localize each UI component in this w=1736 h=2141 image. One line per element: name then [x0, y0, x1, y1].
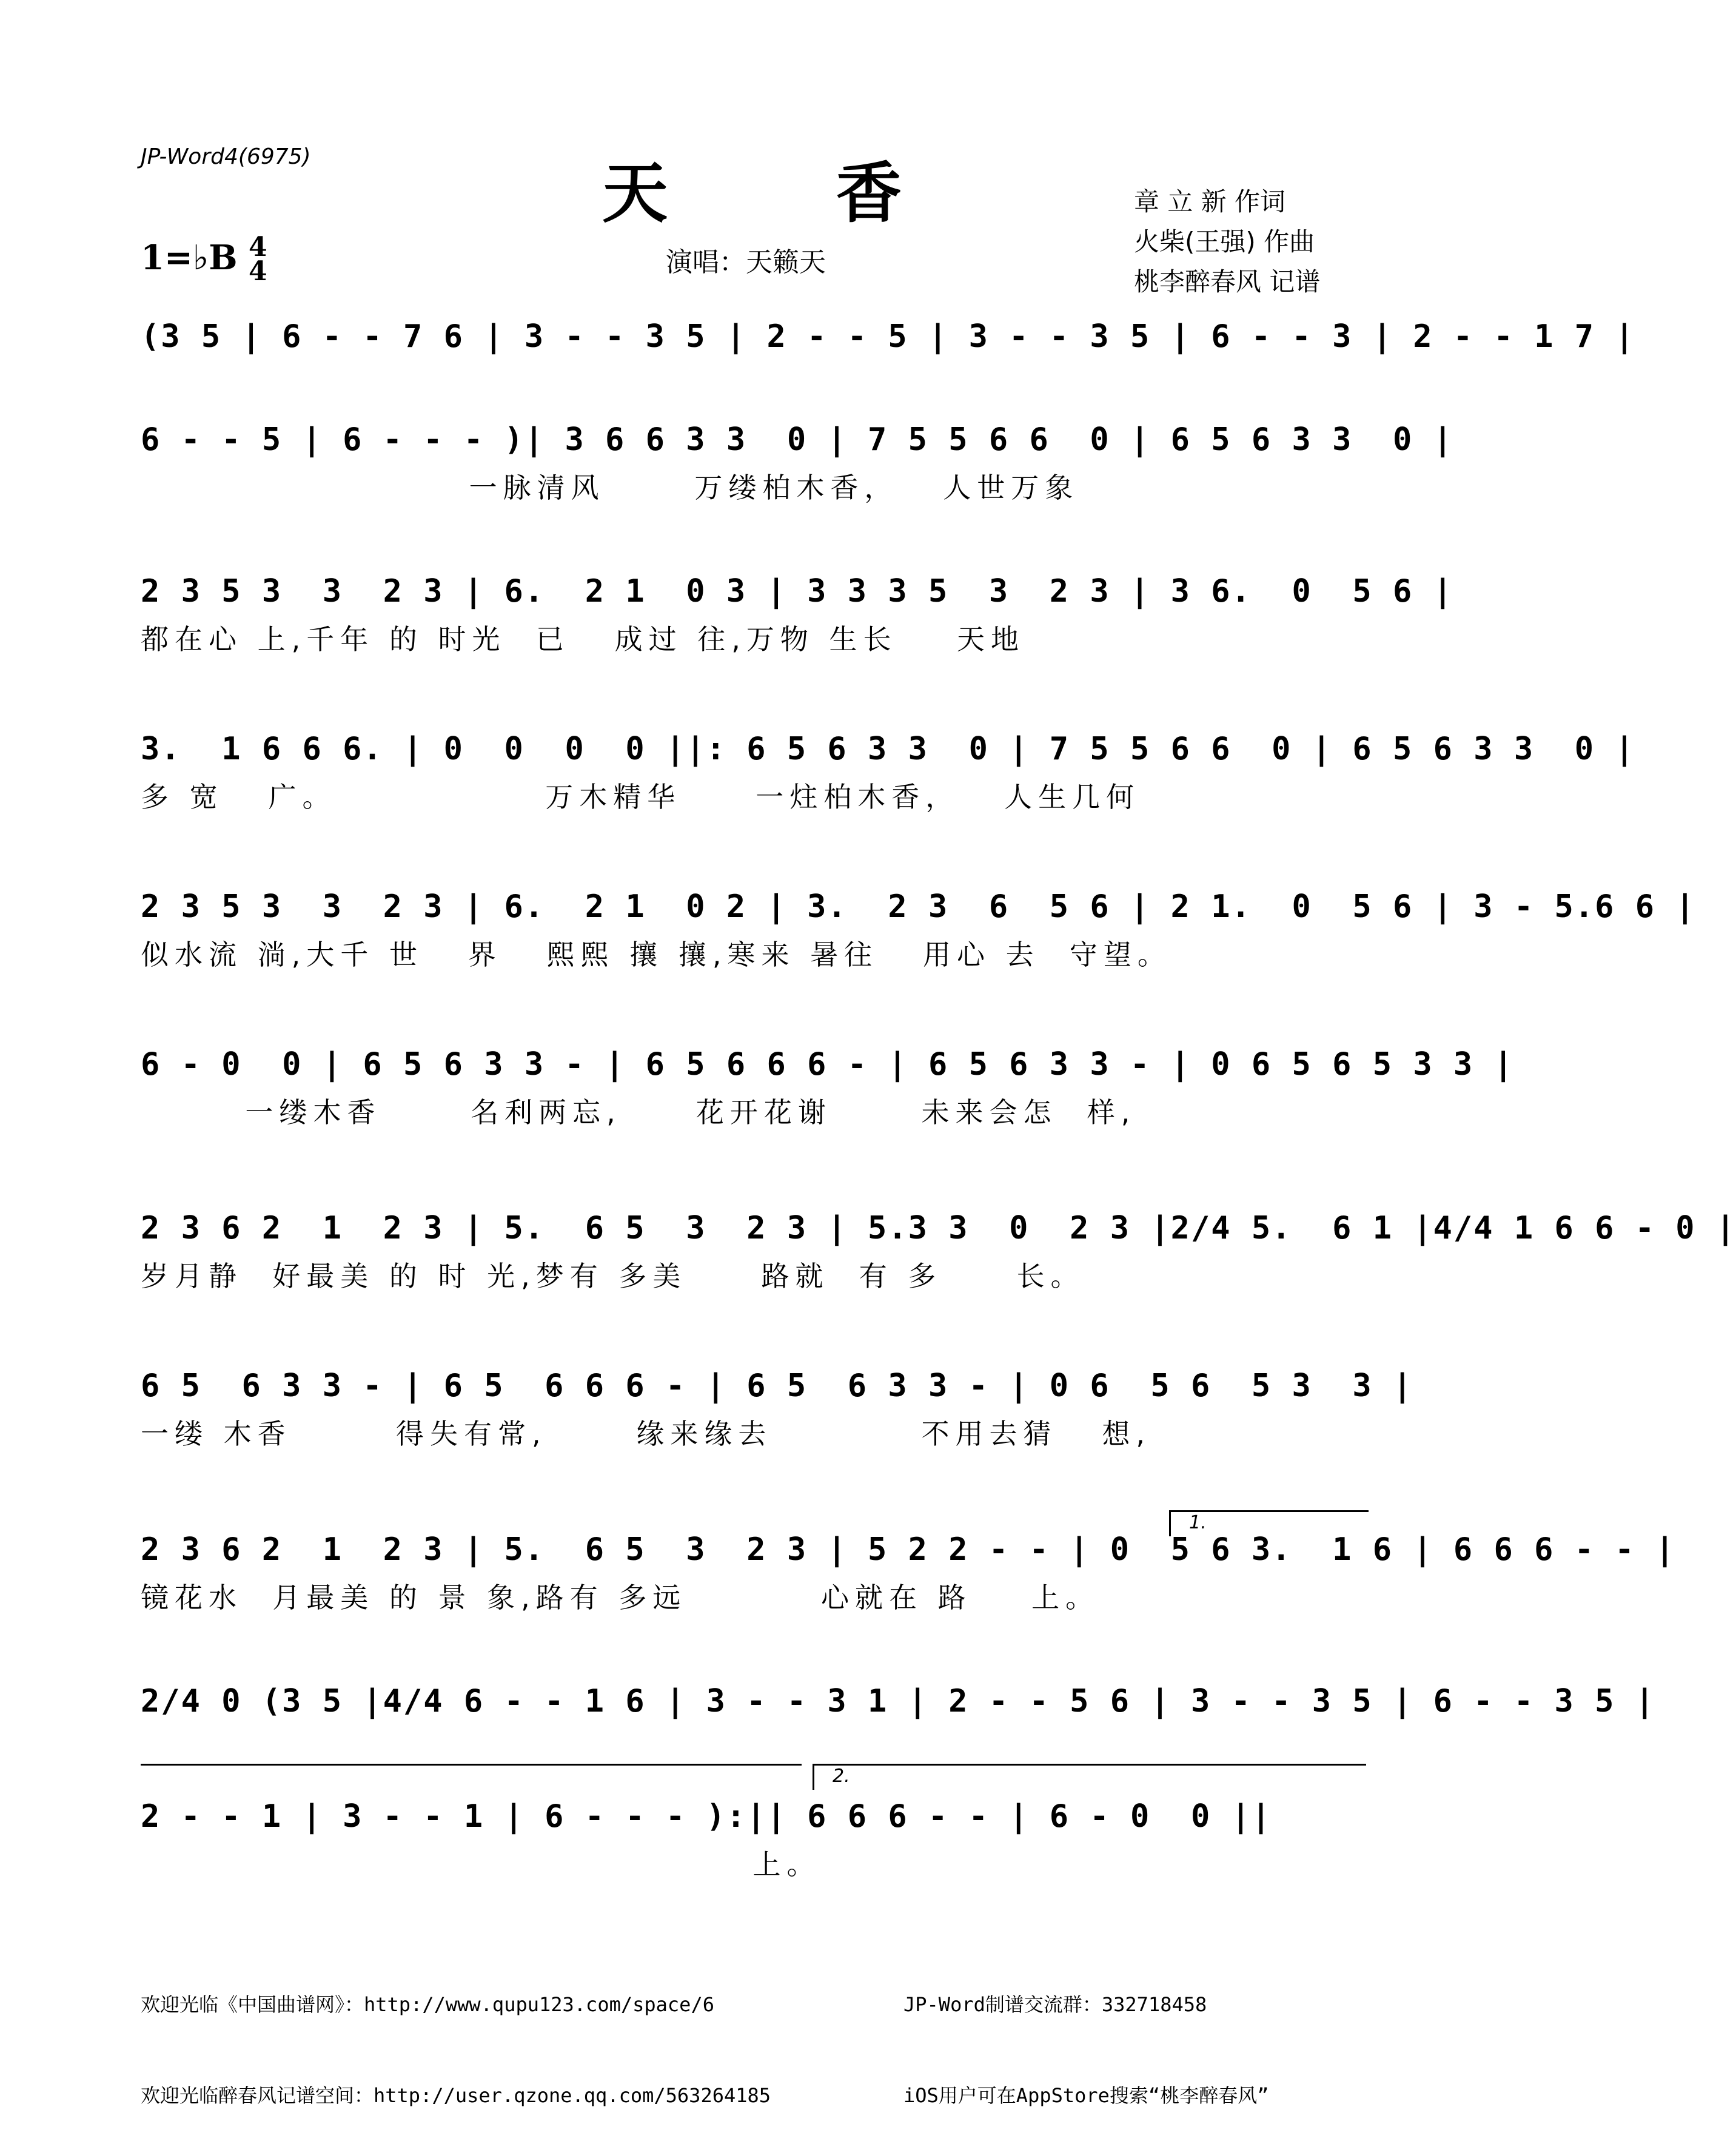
score-line-5	[141, 886, 1696, 973]
score-line-11	[141, 1795, 1366, 1883]
score-line-9	[141, 1528, 1676, 1616]
lyrics: 多 宽 广。 万木精华 一炷柏木香， 人生几何	[141, 781, 1141, 813]
volta-label: 1.	[1189, 1512, 1207, 1533]
notes: 2 3 5 3 3 2 3 | 6. 2 1 0 3 | 3 3 3 5 3 2 3 | 3 6. 0 5 6 |	[141, 573, 1453, 610]
transcriber-credit: 桃李醉春风 记谱	[1134, 267, 1321, 297]
volta-label: 2.	[833, 1766, 850, 1787]
footer-ios: iOS用户可在AppStore搜索“桃李醉春风”	[903, 2084, 1269, 2107]
lyrics: 都在心 上,千年 的 时光 已 成过 往,万物 生长 天地	[141, 623, 1025, 656]
time-signature	[249, 232, 267, 287]
credits	[1134, 182, 1320, 302]
volta-bracket-2	[813, 1764, 1366, 1790]
lyrics	[141, 1731, 1366, 1767]
footer-link-qzone: 欢迎光临醉春风记谱空间：http://user.qzone.qq.com/563264185	[141, 2084, 771, 2107]
score-line-4	[141, 728, 1635, 815]
system-rule	[141, 1764, 802, 1766]
notes: 2 3 6 2 1 2 3 | 5. 6 5 3 2 3 | 5.3 3 0 2 3 |2/4 5. 6 1 |4/4 1 6 6 - 0 |	[141, 1210, 1736, 1246]
notes: 3. 1 6 6 6. | 0 0 0 0 ||: 6 5 6 3 3 0 | 7 5 5 6 6 0 | 6 5 6 3 3 0 |	[141, 731, 1635, 767]
notes: (3 5 | 6 - - 7 6 | 3 - - 3 5 | 2 - - 5 | 3 - - 3 5 | 6 - - 3 | 2 - - 1 7 |	[141, 318, 1635, 355]
lyrics: 似水流 淌,大千 世 界 熙熙 攘 攘,寒来 暑往 用心 去 守望。	[141, 938, 1171, 971]
score-line-10	[141, 1680, 1655, 1767]
notes: 6 - 0 0 | 6 5 6 3 3 - | 6 5 6 6 6 - | 6 5 6 3 3 - | 0 6 5 6 5 3 3 |	[141, 1046, 1514, 1083]
score-line-1	[141, 315, 1635, 403]
composer-credit: 火柴(王强) 作曲	[1134, 227, 1315, 257]
lyrics: 岁月静 好最美 的 时 光,梦有 多美 路就 有 多 长。	[141, 1260, 1085, 1292]
lyrics: 一缕木香 名利两忘, 花开花谢 未来会怎 样,	[141, 1096, 1136, 1129]
key-signature: 1=♭B	[141, 238, 238, 278]
lyrics: 镜花水 月最美 的 景 象,路有 多远 心就在 路 上。	[141, 1581, 1100, 1614]
time-top: 4	[249, 232, 267, 263]
notes: 6 5 6 3 3 - | 6 5 6 6 6 - | 6 5 6 3 3 - | 0 6 5 6 5 3 3 |	[141, 1368, 1413, 1404]
lyrics	[141, 366, 1366, 403]
score-line-6	[141, 1043, 1514, 1131]
score-line-7	[141, 1207, 1736, 1294]
footer-left	[141, 1929, 771, 2141]
software-label: JP-Word4(6975)	[141, 144, 311, 169]
footer-link-qupu: 欢迎光临《中国曲谱网》：http://www.qupu123.com/space/6	[141, 1993, 714, 2016]
notes: 2 3 5 3 3 2 3 | 6. 2 1 0 2 | 3. 2 3 6 5 6 | 2 1. 0 5 6 | 3 - 5.6 6 |	[141, 889, 1696, 925]
score-line-2	[141, 418, 1453, 506]
singer-credit: 演唱：天籁天	[666, 247, 826, 278]
notes: 6 - - 5 | 6 - - - )| 3 6 6 3 3 0 | 7 5 5 6 6 0 | 6 5 6 3 3 0 |	[141, 422, 1453, 458]
notes: 2/4 0 (3 5 |4/4 6 - - 1 6 | 3 - - 3 1 | 2 - - 5 6 | 3 - - 3 5 | 6 - - 3 5 |	[141, 1683, 1655, 1719]
lyricist-credit: 章 立 新 作词	[1134, 187, 1286, 217]
time-bottom: 4	[249, 256, 267, 287]
score-line-3	[141, 570, 1453, 657]
notes: 2 - - 1 | 3 - - 1 | 6 - - - ):|| 6 6 6 - - | 6 - 0 0 ||	[141, 1798, 1272, 1835]
notes: 2 3 6 2 1 2 3 | 5. 6 5 3 2 3 | 5 2 2 - - | 0 5 6 3. 1 6 | 6 6 6 - - |	[141, 1531, 1676, 1568]
footer-right	[903, 1929, 1268, 2141]
lyrics: 上。	[141, 1848, 821, 1881]
score-line-8	[141, 1365, 1413, 1452]
footer-group: JP-Word制谱交流群：332718458	[903, 1993, 1207, 2016]
lyrics: 一脉清风 万缕柏木香， 人世万象	[141, 471, 1079, 504]
lyrics: 一缕 木香 得失有常, 缘来缘去 不用去猜 想,	[141, 1417, 1151, 1450]
song-title: 天 香	[602, 155, 974, 232]
